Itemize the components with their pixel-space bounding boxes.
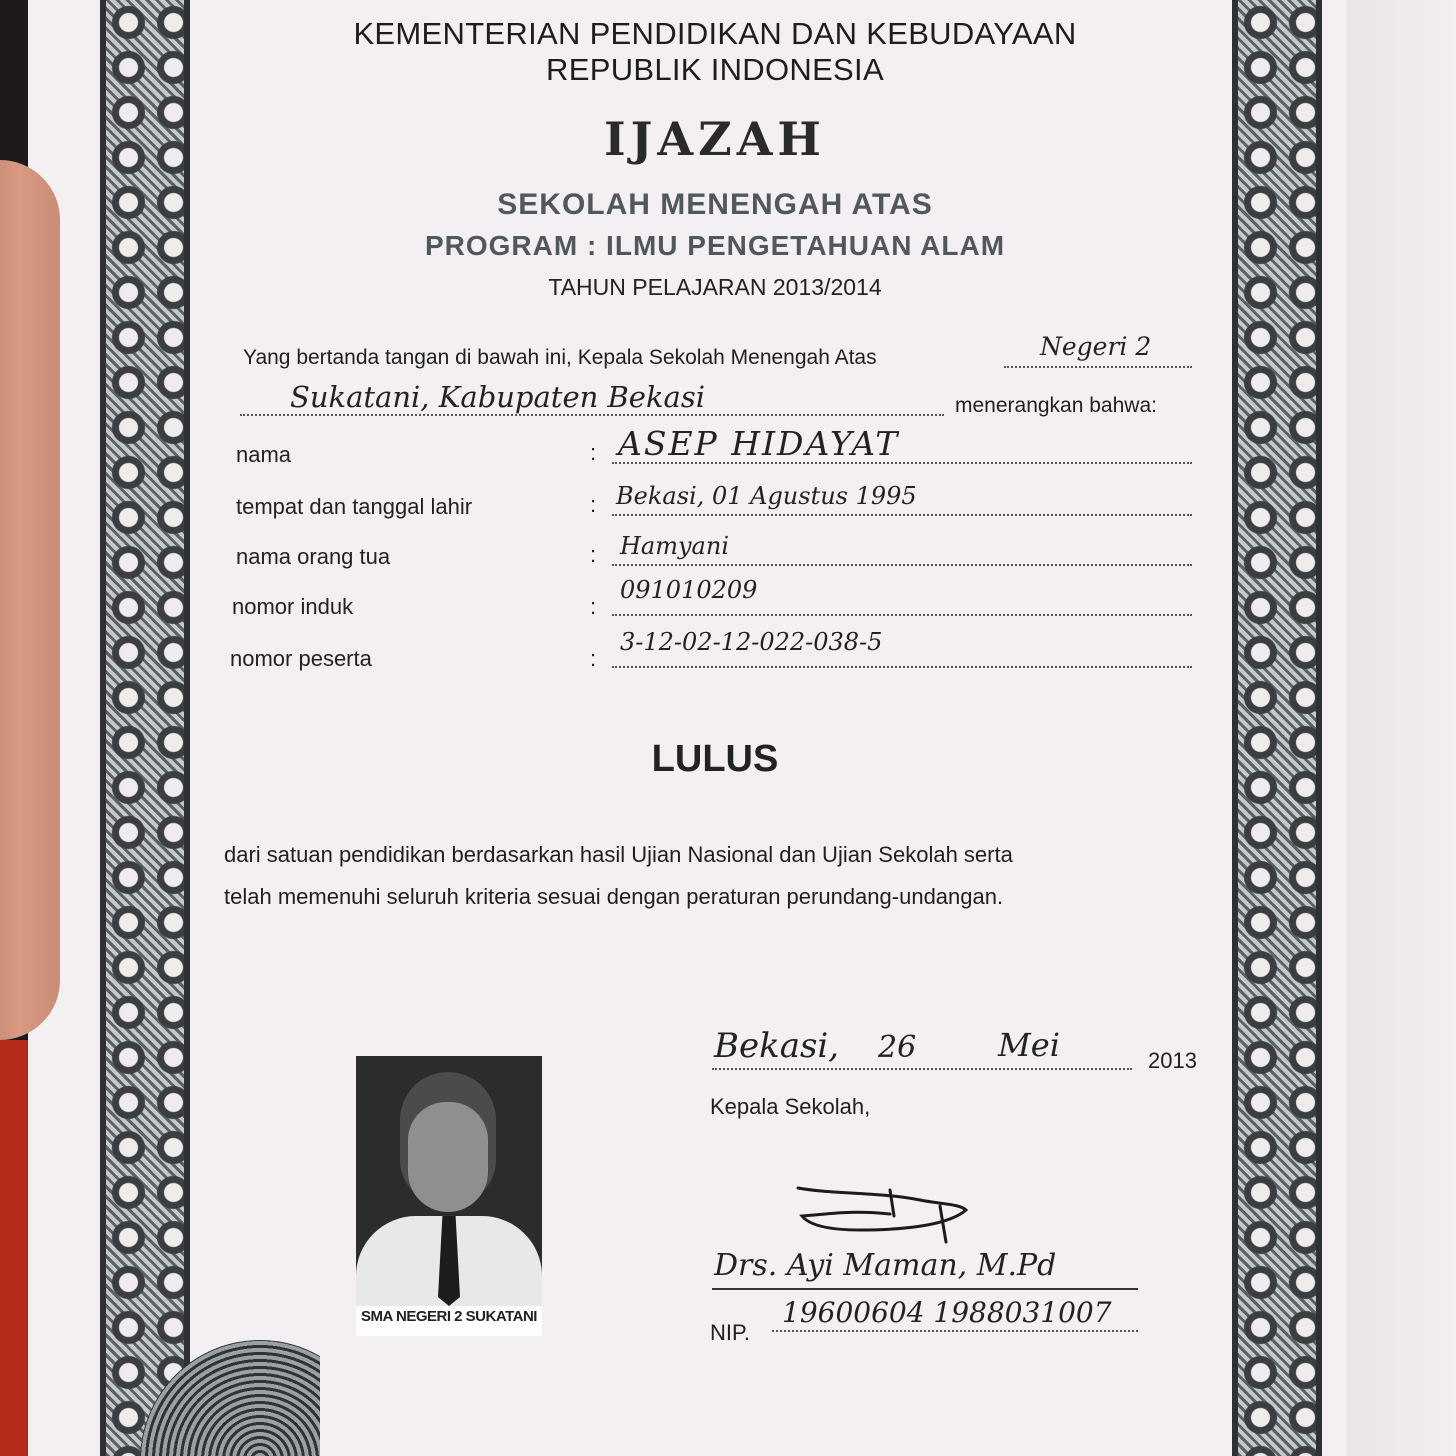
result-status: LULUS <box>651 738 779 780</box>
signing-day: 26 <box>878 1030 917 1065</box>
intro-suffix: menerangkan bahwa: <box>955 394 1157 417</box>
dotted-line <box>772 1330 1138 1332</box>
statement-line-2: telah memenuhi seluruh kriteria sesuai dengan peraturan perundang-undangan. <box>224 884 1004 909</box>
nip-value: 19600604 1988031007 <box>782 1296 1112 1329</box>
school-level: SEKOLAH MENENGAH ATAS <box>497 188 933 221</box>
signing-place: Bekasi, <box>714 1026 840 1066</box>
intro-text: Yang bertanda tangan di bawah ini, Kepala Sekolah Menengah Atas <box>243 346 877 369</box>
nip-label: NIP. <box>710 1320 750 1345</box>
field-label-parent: nama orang tua <box>236 544 391 569</box>
signing-role: Kepala Sekolah, <box>710 1094 871 1119</box>
dotted-line <box>612 614 1192 616</box>
photo-background <box>356 1056 542 1306</box>
statement-paragraph <box>224 834 1204 918</box>
signature-line <box>712 1288 1138 1290</box>
dotted-line <box>1004 366 1192 368</box>
field-value-nama: ASEP HIDAYAT <box>618 424 900 463</box>
dotted-line <box>240 414 944 416</box>
field-colon: : <box>590 594 597 619</box>
dotted-line <box>612 514 1192 516</box>
signature-scribble <box>790 1180 980 1250</box>
dotted-line <box>712 1068 1132 1070</box>
field-value-parent: Hamyani <box>620 532 729 560</box>
field-colon: : <box>590 492 597 517</box>
field-value-nomor-peserta: 3-12-02-12-022-038-5 <box>620 628 883 656</box>
field-label-nama: nama <box>236 442 292 467</box>
location-handwritten: Sukatani, Kabupaten Bekasi <box>290 380 705 414</box>
program-name: PROGRAM : ILMU PENGETAHUAN ALAM <box>424 230 1006 261</box>
photo-caption: SMA NEGERI 2 SUKATANI <box>361 1308 537 1325</box>
academic-year: TAHUN PELAJARAN 2013/2014 <box>548 274 882 300</box>
field-colon: : <box>590 542 597 567</box>
photo-face <box>408 1102 488 1212</box>
seal-ring <box>140 1340 320 1456</box>
field-colon: : <box>590 440 597 465</box>
field-label-nomor-peserta: nomor peserta <box>230 646 372 671</box>
certificate-title: IJAZAH <box>604 112 826 166</box>
school-name-handwritten: Negeri 2 <box>1040 332 1152 361</box>
statement-line-1: dari satuan pendidikan berdasarkan hasil Ujian Nasional dan Ujian Sekolah serta <box>224 842 1013 867</box>
ornamental-seal <box>120 1320 320 1456</box>
ministry-line-1: KEMENTERIAN PENDIDIKAN DAN KEBUDAYAAN <box>353 16 1077 51</box>
field-value-birth: Bekasi, 01 Agustus 1995 <box>616 482 917 510</box>
field-colon: : <box>590 646 597 671</box>
principal-name: Drs. Ayi Maman, M.Pd <box>714 1248 1057 1283</box>
dotted-line <box>612 666 1192 668</box>
field-label-nomor-induk: nomor induk <box>232 594 354 619</box>
signing-year: 2013 <box>1148 1048 1197 1073</box>
ministry-heading <box>190 16 1240 88</box>
ministry-line-2: REPUBLIK INDONESIA <box>546 52 884 87</box>
field-value-nomor-induk: 091010209 <box>620 576 758 604</box>
student-photo <box>356 1056 542 1336</box>
signing-month: Mei <box>998 1026 1060 1064</box>
dotted-line <box>612 564 1192 566</box>
field-label-birth: tempat dan tanggal lahir <box>236 494 473 519</box>
